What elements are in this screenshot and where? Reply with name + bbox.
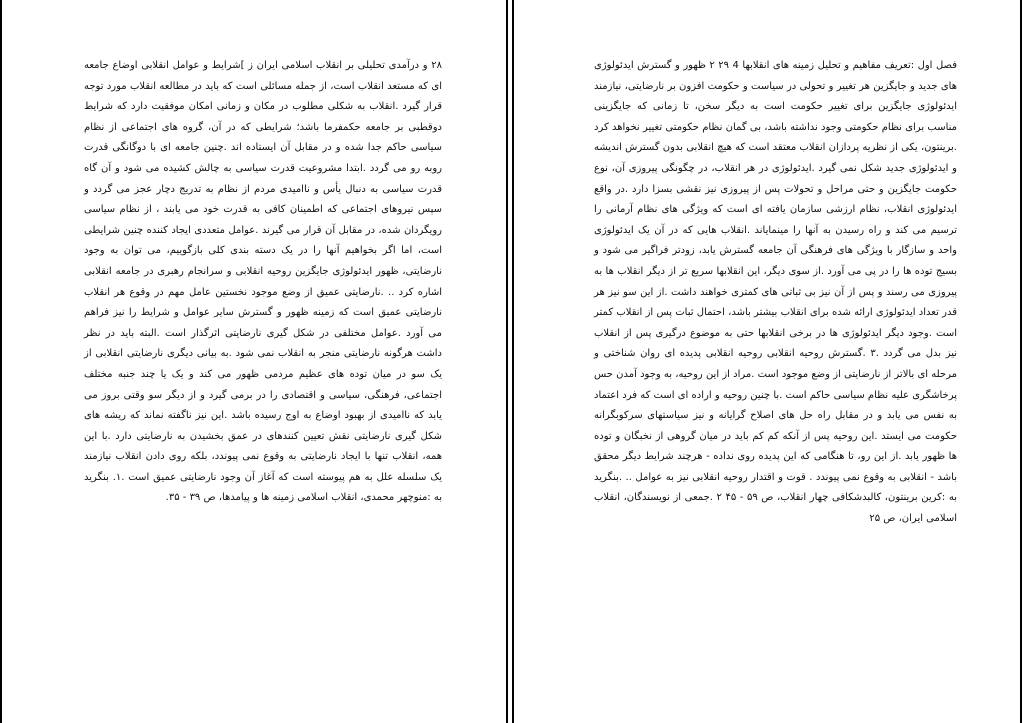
paragraph: فصل اول :تعریف مفاهیم و تحلیل زمینه های انقلابها 4 ۲۹ ۲ ظهور و گسترش ایدئولوژی های جدید و جایگزین هر تغییر و تحولی در سیاست و حکومت افزون بر نارضایتی، نیازمند ایدئولوژی جایگزین برای تغییر حکومت است به دیگر سخن، تا زمانی که جایگزینی مناسب برای نظام حکومتی وجود نداشته باشد، بی گمان نظام حکومتی تغییر نخواهد کرد .برینتون، یکی از نظریه پردازان انقلاب معتقد است که هیچ انقلابی بدون گسترش اندیشه و ایدئولوژی جدید شکل نمی گیرد .ایدئولوژی در هر انقلاب، در چگونگی پیروزی آن، نوع حکومت جایگزین و حتی مراحل و تحولات پس از پیروزی نیز نقشی بسزا دارد .در واقع ایدئولوژی انقلاب، نظام ارزشی سازمان یافته ای است که ویژگی های نظام آرمانی را ترسیم می کند و راه رسیدن به آنها را مینمایاند .انقلاب هایی که در آن یک ایدئولوژی واحد و سازگار با ویژگی های فرهنگی آن جامعه گسترش یابد، زودتر فراگیر می شود و بسیج توده ها را در پی می آورد .از سوی دیگر، این انقلابها سریع تر از دیگر انقلاب ها به پیروزی می رسند و پس از آن نیز بی ثباتی های کمتری خواهند داشت .از این سو نیز هر قدر تعداد ایدئولوژی ارائه شده برای انقلاب بیشتر باشد، احتمال ثبات پس از انقلاب کمتر است .وجود دیگر ایدئولوژی ها در برخی انقلابها حتی به موضوع درگیری پس از انقلاب نیز بدل می گردد .۳ .گسترش روحیه انقلابی روحیه انقلابی پدیده ای روان شناختی و مرحله ای بالاتر از نارضایتی از وضع موجود است .مراد از این روحیه، به وجود آمدن حس پرخاشگری علیه نظام سیاسی حاکم است .با چنین روحیه و اراده ای است که فرد اعتماد به نفس می یابد و در مقابل راه حل های اصلاح گرایانه و نیز سیاستهای سرکوبگرانه حکومت می ایستد .این روحیه پس از آنکه کم کم باید در میان گروهی از نخبگان و توده ها ظهور یابد .از این رو، تا هنگامی که این پدیده روی نداده - هرچند شرایط دیگر محقق باشد - انقلابی به وقوع نمی پیوندد . قوت و اقتدار روحیه انقلابی نیز به عوامل .. .بنگرید به :کرین برینتون، کالبدشکافی چهار انقلاب، ص ۵۹ - ۴۵ ۲ .جمعی از نویسندگان، انقلاب اسلامی ایران، ص ۲۵: [594, 60, 958, 525]
page-left: [0, 0, 508, 723]
page-body-text: [84, 56, 442, 509]
page-body-text: [594, 56, 957, 530]
page-right: [512, 0, 1022, 723]
paragraph: ۲۸ و درآمدی تحلیلی بر انقلاب اسلامی ایران ز ]شرایط و عوامل انقلابی اوضاع جامعه ای که مستعد انقلاب است، از جمله مسائلی است که باید در مطالعه انقلاب مورد توجه قرار گیرد .انقلاب به شکلی مطلوب در مکان و زمانی امکان موفقیت دارد که شرایط دوقطبی بر جامعه حکمفرما باشد؛ شرایطی که در آن، گروه های اجتماعی از نظام سیاسی حاکم جدا شده و در مقابل آن ایستاده اند .چنین جامعه ای با دوگانگی قدرت روبه رو می گردد .ابتدا مشروعیت قدرت سیاسی به چالش کشیده می شود و آن گاه قدرت سیاسی به دنبال یأس و ناامیدی مردم از نظام به تدریج دچار عجز می گردد و سپس نیروهای اجتماعی که اطمینان کافی به قدرت خود می یابند ، از نظام سیاسی رویگردان شده، در مقابل آن قرار می گیرند .عوامل متعددی ایجاد کننده چنین شرایطی است، اما اگر بخواهیم آنها را در یک دسته بندی کلی بازگوییم، می توان به وجود نارضایتی، ظهور ایدئولوژی جایگزین روحیه انقلابی و سرانجام رهبری در جامعه انقلابی اشاره کرد .. .نارضایتی عمیق از وضع موجود نخستین عامل مهم در وقوع هر انقلاب نارضایتی عمیق است که زمینه ظهور و گسترش سایر عوامل و شرایط را نیز فراهم می آورد .عوامل مختلفی در شکل گیری نارضایتی اثرگذار است .البته باید در نظر داشت هرگونه نارضایتی منجر به انقلاب نمی شود .به بیانی دیگری نارضایتی انقلابی از یک سو در میان توده های عظیم مردمی ظهور می کند و یک یا چند جنبه مختلف اجتماعی، فرهنگی، سیاسی و اقتصادی را در برمی گیرد و از دیگر سو وقتی بروز می یابد که ناامیدی از بهبود اوضاع به اوج رسیده باشد .این نیز ناگفته نماند که ریشه های شکل گیری نارضایتی نقش تعیین کنندهای در عمق بخشیدن به نارضایتی دارد .با این همه، انقلاب تنها با ایجاد نارضایتی به وقوع نمی پیوندد، بلکه روی دادن انقلاب نیازمند یک سلسله علل به هم پیوسته است که آغاز آن وجود نارضایتی عمیق است .۱. بنگرید به :منوچهر محمدی، انقلاب اسلامی زمینه ها و پیامدها، ص ۳۹ - ۳۵.: [84, 60, 442, 504]
